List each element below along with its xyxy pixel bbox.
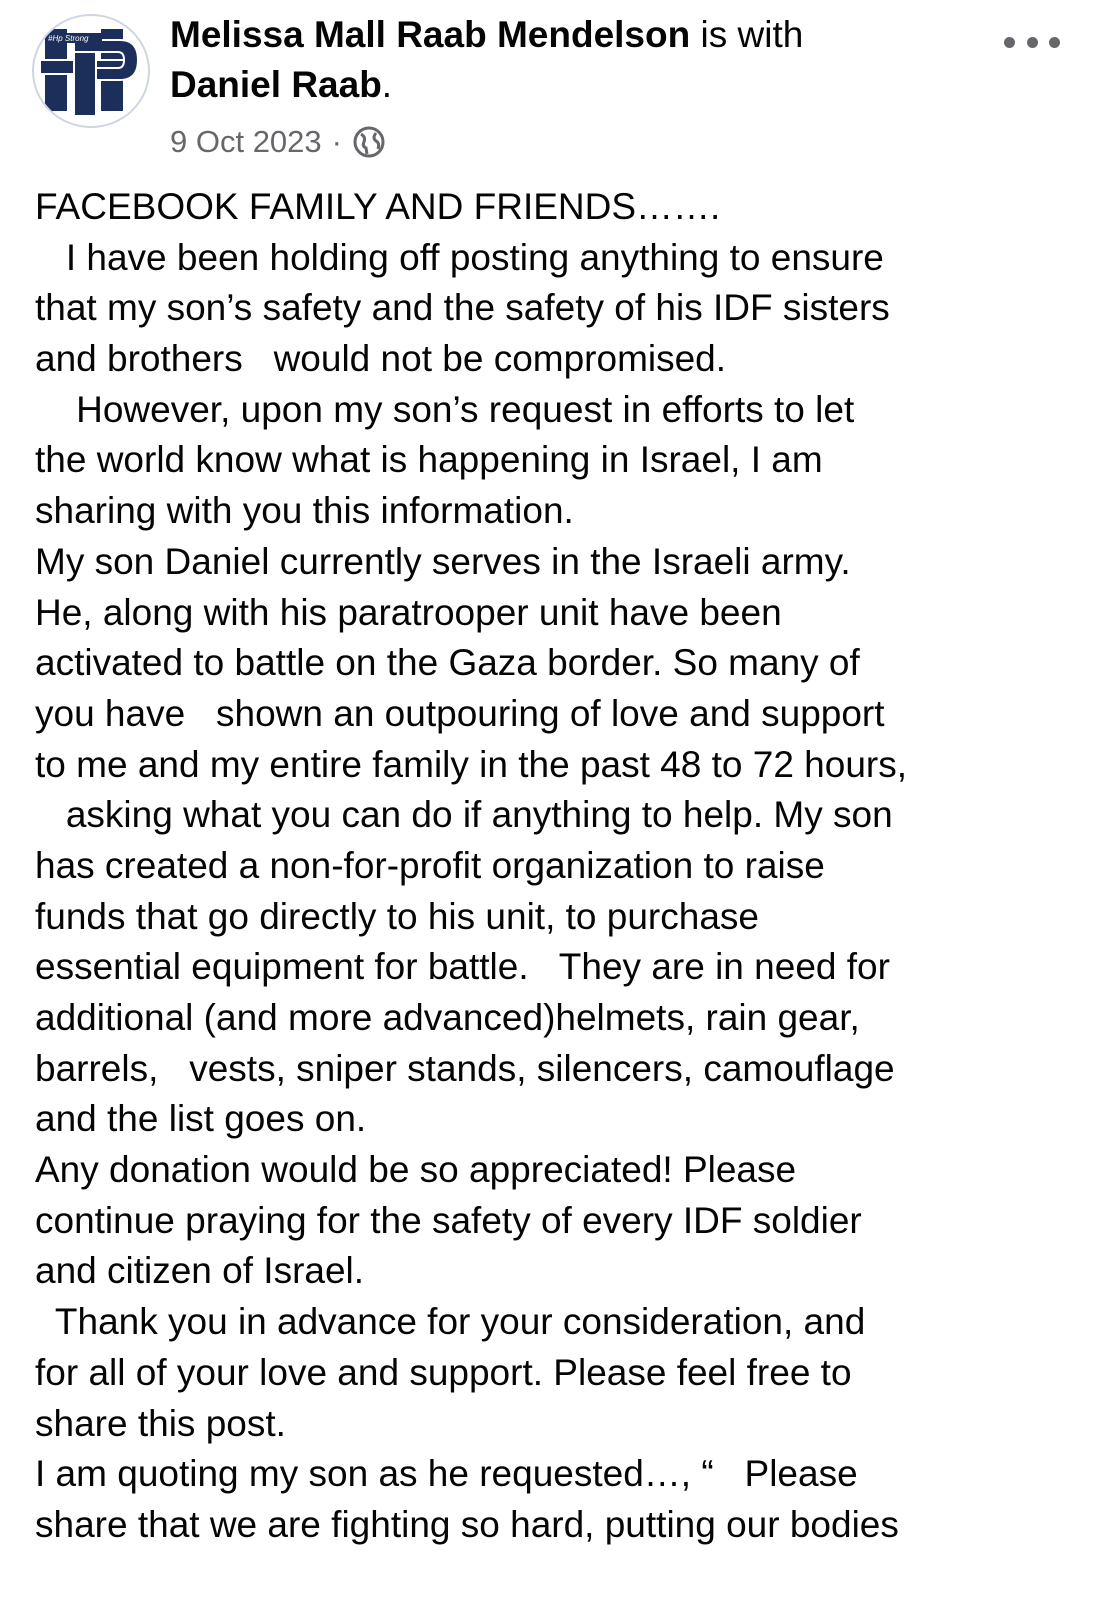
post-text-line: activated to battle on the Gaza border. So many of [35, 642, 860, 684]
post-text-line: barrels, vests, sniper stands, silencers, camouflage [35, 1047, 895, 1089]
with-text: is with [690, 14, 804, 55]
more-dot [1027, 37, 1038, 48]
tagged-line [170, 60, 990, 110]
more-dot [1049, 37, 1060, 48]
post-text-line: and citizen of Israel. [35, 1250, 365, 1292]
author-name[interactable]: Melissa Mall Raab Mendelson [170, 14, 691, 55]
post-text-line: and brothers would not be compromised. [35, 338, 727, 380]
more-dot [1004, 37, 1015, 48]
post-meta [170, 120, 386, 164]
more-options-icon[interactable] [1004, 24, 1060, 60]
post-text-line: the world know what is happening in Israel, I am [35, 439, 823, 481]
post-text-line: that my son’s safety and the safety of his IDF sisters [35, 287, 890, 329]
post-text-line: essential equipment for battle. They are in need for [35, 946, 890, 988]
tagged-name[interactable]: Daniel Raab [170, 64, 382, 105]
post-date[interactable]: 9 Oct 2023 [170, 124, 322, 159]
post-text-line: Thank you in advance for your consideration, and [35, 1301, 866, 1343]
post-text-line: FACEBOOK FAMILY AND FRIENDS……. [35, 186, 721, 227]
post-text-line: funds that go directly to his unit, to purchase [35, 895, 759, 937]
post-text-line: continue praying for the safety of every IDF soldier [35, 1199, 862, 1241]
post-text-line: for all of your love and support. Please feel free to [35, 1351, 852, 1393]
post-text-line: share this post. [35, 1402, 286, 1444]
post-text-line: I am quoting my son as he requested…, “ Please [35, 1453, 858, 1495]
post-text-line: He, along with his paratrooper unit have been [35, 591, 782, 633]
post-text-line: and the list goes on. [35, 1098, 367, 1140]
author-line [170, 10, 990, 60]
post-text-line: Any donation would be so appreciated! Please [35, 1149, 797, 1191]
avatar[interactable] [32, 14, 150, 128]
post-text-line: to me and my entire family in the past 48 to 72 hours, [35, 743, 908, 785]
post-text-line: asking what you can do if anything to help. My son [35, 794, 893, 836]
post-text-line: My son Daniel currently serves in the Israeli army. [35, 540, 851, 582]
hp-logo-icon [34, 16, 148, 126]
post-text-line: sharing with you this information. [35, 490, 574, 532]
meta-separator: · [331, 124, 342, 159]
post-text-line: additional (and more advanced)helmets, rain gear, [35, 997, 860, 1038]
post-body [35, 182, 1107, 1551]
post-text-line: However, upon my son’s request in efforts to let [35, 388, 855, 430]
svg-text:#Hp Strong: #Hp Strong [48, 34, 89, 43]
post-text-line: you have shown an outpouring of love and support [35, 692, 885, 734]
post-text-line: has created a non-for-profit organization to raise [35, 844, 825, 886]
post-header [170, 10, 990, 110]
globe-icon[interactable] [352, 125, 386, 159]
tagged-suffix: . [381, 64, 393, 105]
post-text-line: share that we are fighting so hard, putting our bodies [35, 1503, 899, 1545]
post-text-line: I have been holding off posting anything to ensure [35, 236, 884, 278]
